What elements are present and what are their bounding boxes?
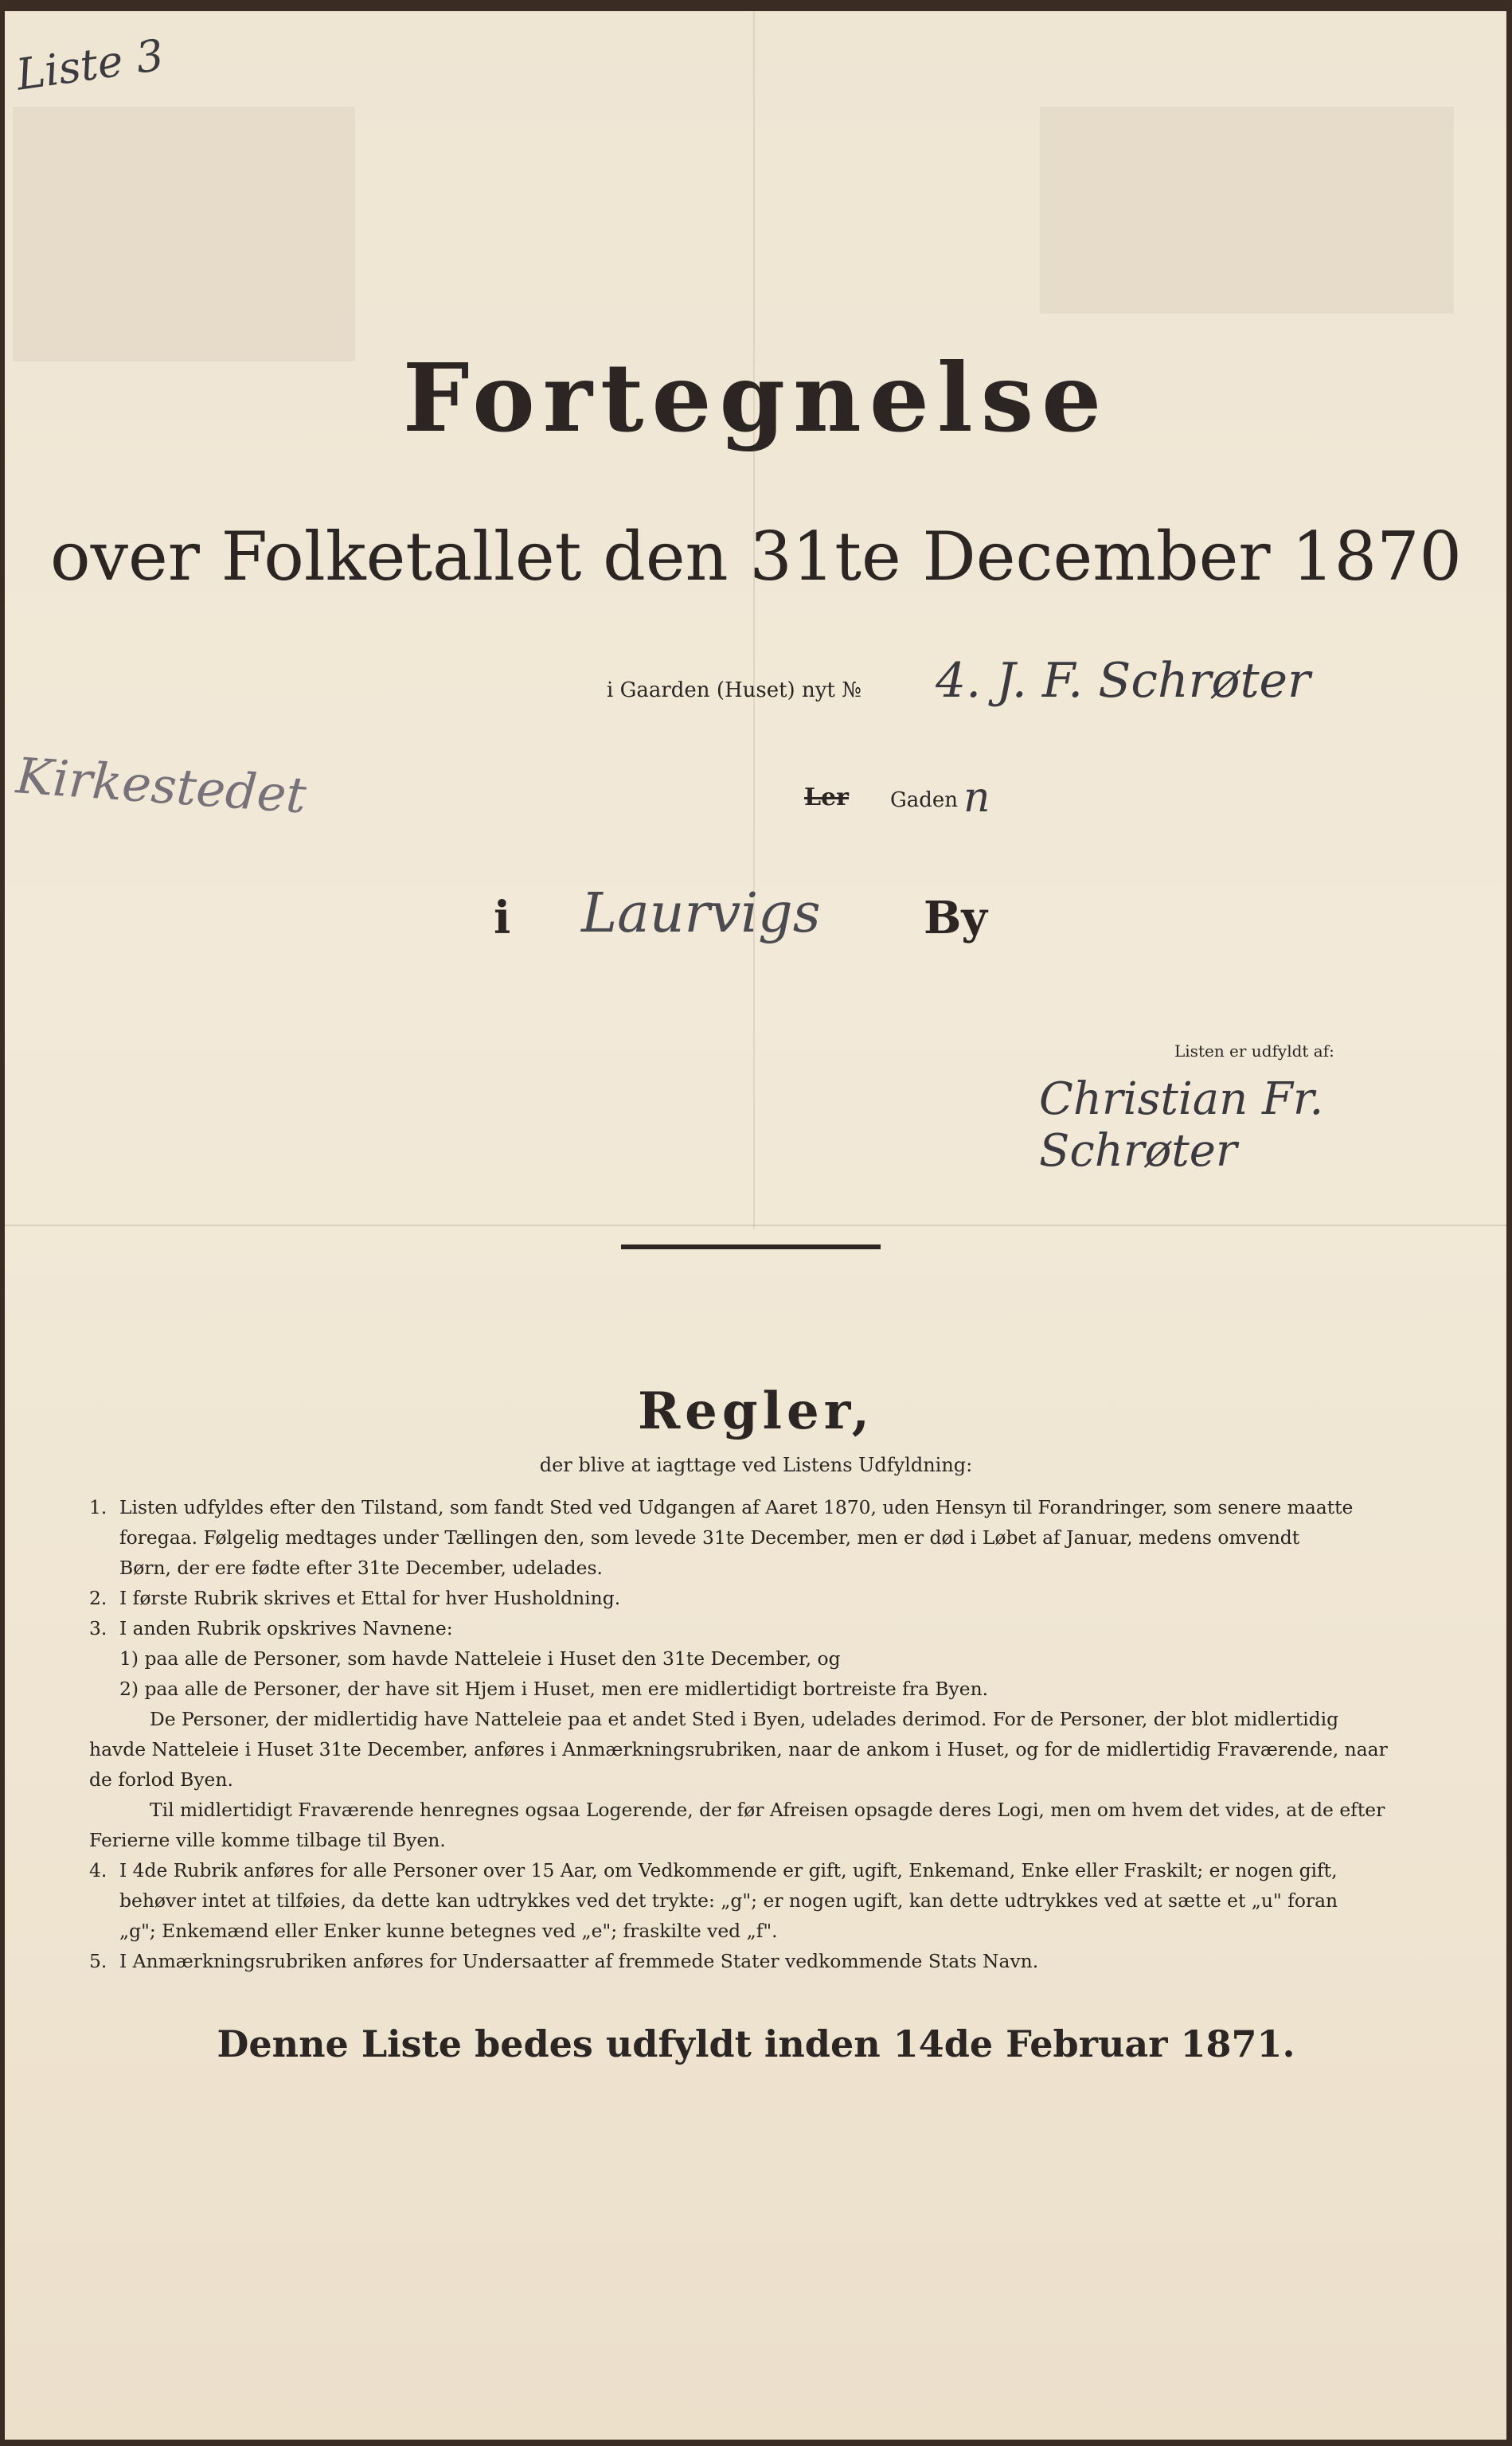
rule-text: 1) paa alle de Personer, som havde Natteleie i Huset den 31te December, og <box>119 1647 841 1670</box>
street-label: Gaden <box>890 788 959 812</box>
rules-subheading: der blive at iagttage ved Listens Udfyldning: <box>539 1454 973 1476</box>
rule-3-paragraph <box>89 1704 1401 1734</box>
house-number-label: i Gaarden (Huset) nyt № <box>607 678 861 702</box>
rule-text: Til midlertidigt Fraværende henregnes ogsaa Logerende, der før Afreisen opsagde deres Logi, men om hvem det vides, at de efter <box>150 1799 1385 1821</box>
section-divider <box>621 1244 881 1249</box>
street-crossed-out-word: Ler <box>804 783 849 811</box>
rule-1-line <box>89 1553 1401 1583</box>
page-title: Fortegnelse <box>402 342 1110 453</box>
rule-text: „g"; Enkemænd eller Enker kunne betegnes ved „e"; fraskilte ved „f". <box>119 1920 778 1942</box>
rule-3-line <box>89 1613 1401 1643</box>
rule-text: Børn, der ere fødte efter 31te December, udelades. <box>119 1557 603 1579</box>
vertical-fold-line <box>753 11 755 1229</box>
rule-text: De Personer, der midlertidig have Natteleie paa et andet Sted i Byen, udelades derimod. For de Personer, der blot midlertidig <box>150 1708 1339 1730</box>
rule-text: foregaa. Følgelig medtages under Tællingen den, som levede 31te December, men er død i Løbet af Januar, medens omvendt <box>119 1526 1300 1549</box>
bleed-through-stain <box>1040 107 1454 314</box>
deadline-notice: Denne Liste bedes udfyldt inden 14de Februar 1871. <box>217 2022 1295 2065</box>
rule-text: I Anmærkningsrubriken anføres for Undersaatter af fremmede Stater vedkommende Stats Navn. <box>119 1950 1039 1972</box>
rule-2-line <box>89 1583 1401 1613</box>
rule-text: de forlod Byen. <box>89 1768 233 1791</box>
corner-note-handwritten: Liste 3 <box>13 29 167 100</box>
rule-3-paragraph <box>89 1825 1401 1855</box>
rules-list <box>89 1492 1401 1976</box>
street-suffix-handwritten: n <box>963 774 990 822</box>
town-label: By <box>924 892 987 944</box>
rule-text: I anden Rubrik opskrives Navnene: <box>119 1617 453 1639</box>
rule-text: Ferierne ville komme tilbage til Byen. <box>89 1829 446 1851</box>
rule-text: havde Natteleie i Huset 31te December, anføres i Anmærkningsrubriken, naar de ankom i Huset, og for de midlertidig Fraværende, naar <box>89 1738 1388 1760</box>
rule-number: 4. <box>89 1859 107 1881</box>
rules-heading: Regler, <box>637 1381 875 1441</box>
rule-3-subitem <box>89 1674 1401 1704</box>
rule-text: I 4de Rubrik anføres for alle Personer over 15 Aar, om Vedkommende er gift, ugift, Enkemand, Enke eller Fraskilt; er nogen gift, <box>119 1859 1338 1881</box>
rule-text: I første Rubrik skrives et Ettal for hver Husholdning. <box>119 1587 621 1609</box>
rule-3-subitem <box>89 1643 1401 1674</box>
rule-1-line <box>89 1492 1401 1522</box>
house-number-handwritten: 4. J. F. Schrøter <box>936 653 1311 709</box>
rule-text: behøver intet at tilføies, da dette kan udtrykkes ved det trykte: „g"; er nogen ugift, kan dette udtrykkes ved at sætte et „u" foran <box>119 1889 1338 1912</box>
signature-handwritten: Christian Fr. Schrøter <box>1039 1073 1324 1177</box>
town-name-handwritten: Laurvigs <box>581 882 821 945</box>
filled-by-label: Listen er udfyldt af: <box>1174 1041 1334 1061</box>
rule-4-line <box>89 1885 1401 1916</box>
page-subtitle: over Folketallet den 31te December 1870 <box>50 518 1462 596</box>
street-name-handwritten: Kirkestedet <box>14 746 308 825</box>
rule-number: 5. <box>89 1950 107 1972</box>
rule-4-line <box>89 1855 1401 1885</box>
rule-4-line <box>89 1916 1401 1946</box>
rule-3-paragraph <box>89 1734 1401 1764</box>
horizontal-fold-line <box>5 1225 1506 1226</box>
rule-1-line <box>89 1522 1401 1553</box>
rule-number: 1. <box>89 1496 107 1518</box>
rule-text: Listen udfyldes efter den Tilstand, som fandt Sted ved Udgangen af Aaret 1870, uden Hensyn til Forandringer, som senere maatte <box>119 1496 1354 1518</box>
rule-number: 3. <box>89 1617 107 1639</box>
rule-number: 2. <box>89 1587 107 1609</box>
rule-text: 2) paa alle de Personer, der have sit Hjem i Huset, men ere midlertidigt bortreiste fra Byen. <box>119 1678 989 1700</box>
rule-3-paragraph <box>89 1795 1401 1825</box>
town-prefix: i <box>494 892 511 944</box>
rule-5-line <box>89 1946 1401 1976</box>
rule-3-paragraph <box>89 1764 1401 1795</box>
bleed-through-stain <box>13 107 355 361</box>
